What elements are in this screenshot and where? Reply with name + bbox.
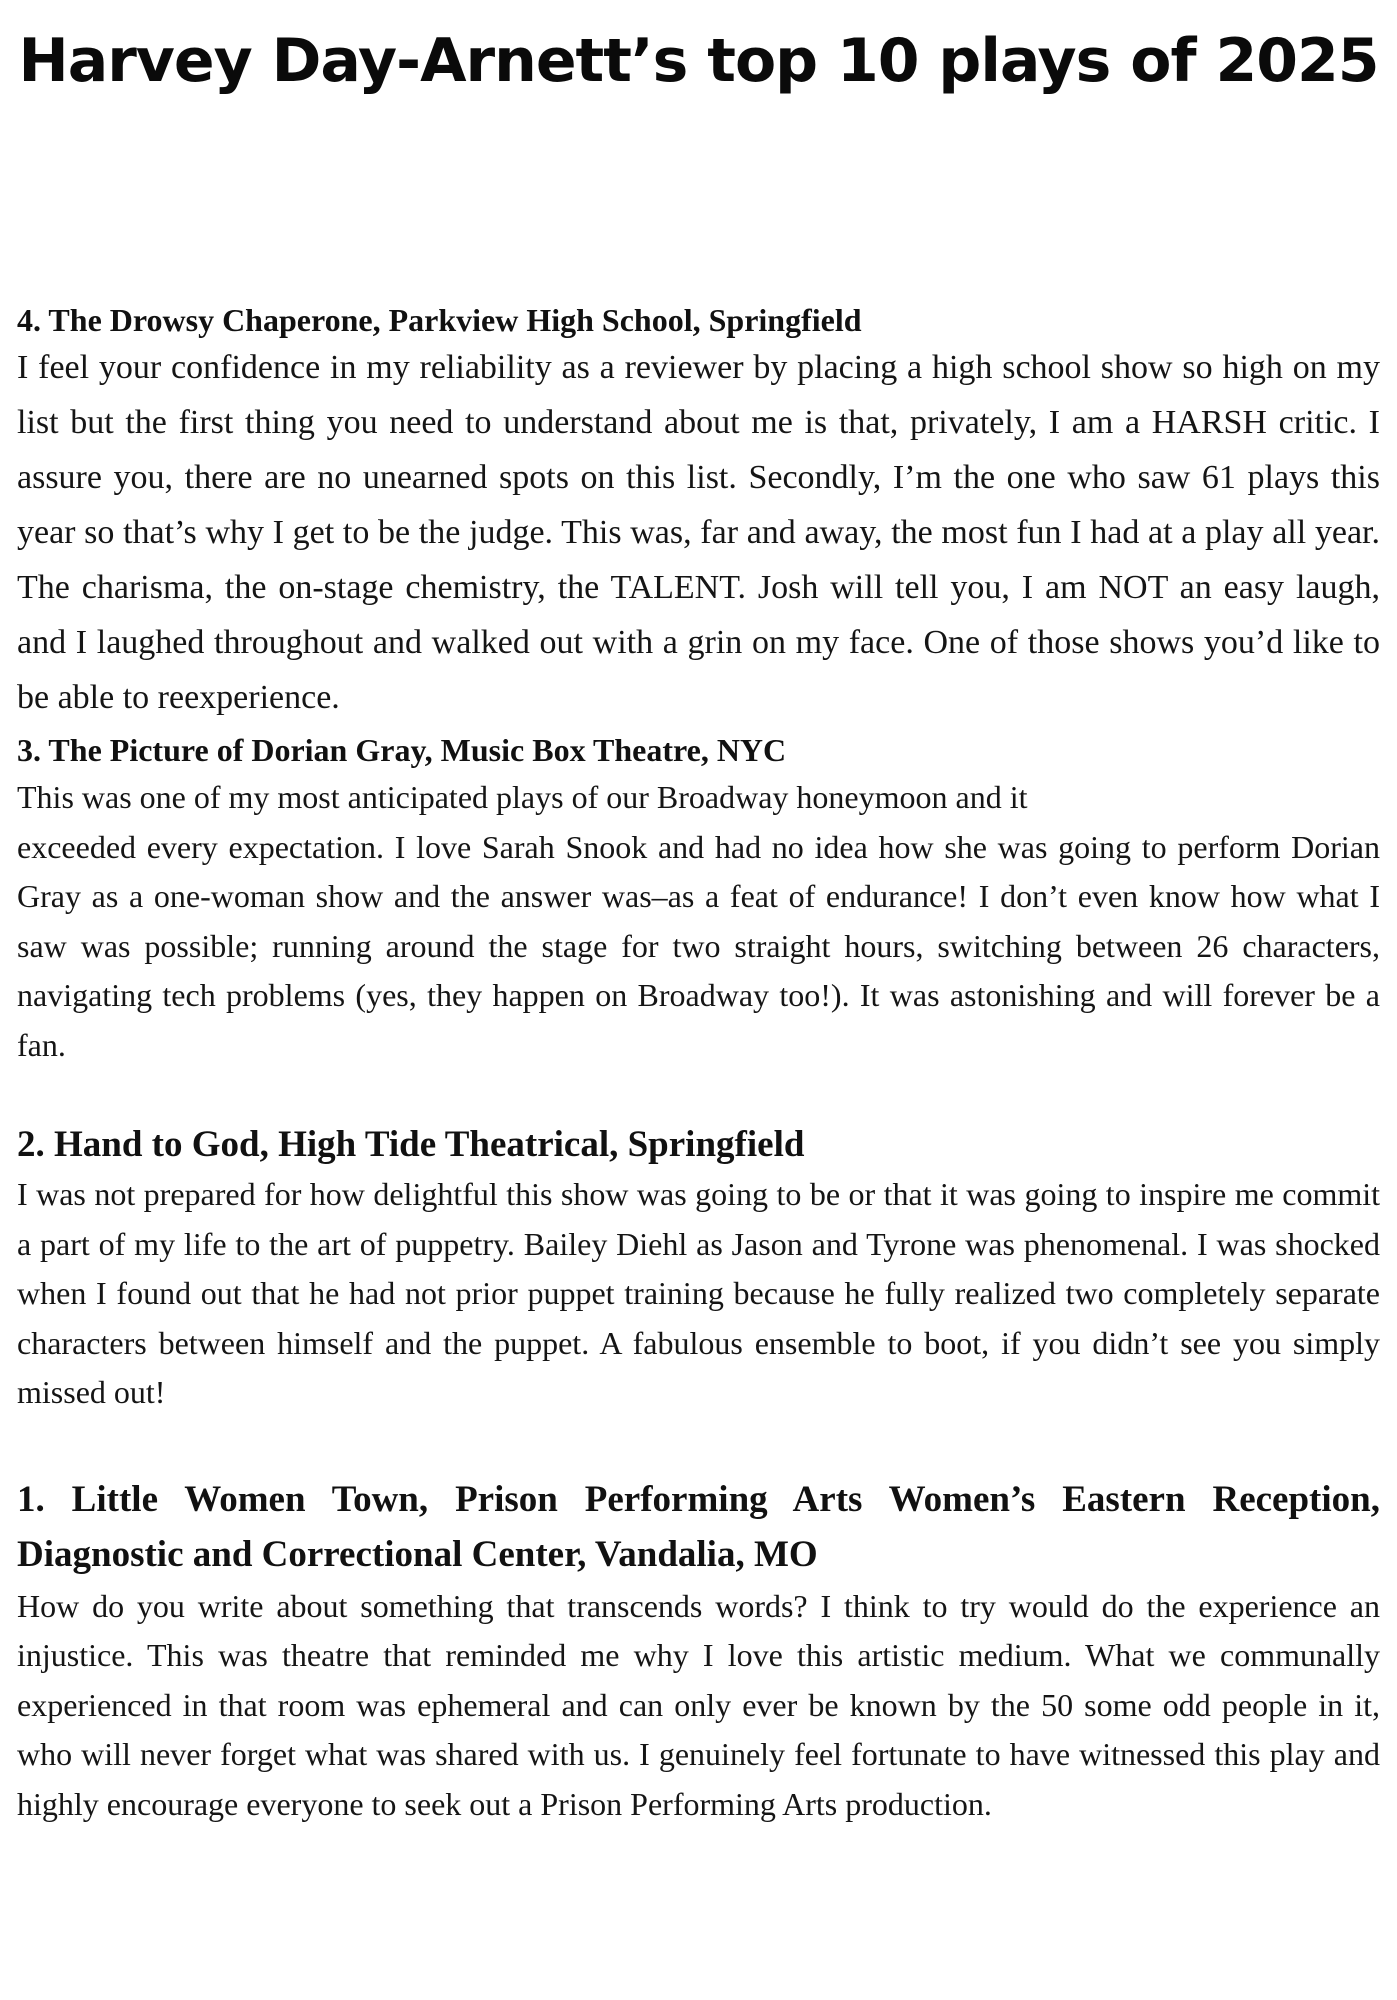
entry-heading: 1. Little Women Town, Prison Performing Arts Women’s Eastern Reception, Diagnostic and Correctional Center, Vandalia, MO bbox=[17, 1478, 1380, 1575]
list-item bbox=[17, 727, 1380, 1070]
entry-body-first-line: This was one of my most anticipated plays of our Broadway honeymoon and it bbox=[17, 779, 1028, 815]
entry-heading: 3. The Picture of Dorian Gray, Music Box Theatre, NYC bbox=[17, 732, 787, 768]
entry-body: I was not prepared for how delightful this show was going to be or that it was going to inspire me commit a part of my life to the art of puppetry. Bailey Diehl as Jason and Tyrone was phenomenal. I was shocked when I found out that he had not prior puppet training because he fully realized two completely separate characters between himself and the puppet. A fabulous ensemble to boot, if you didn’t see you simply missed out! bbox=[17, 1176, 1380, 1410]
list-item bbox=[17, 1120, 1380, 1418]
entry-body: exceeded every expectation. I love Sarah Snook and had no idea how she was going to perform Dorian Gray as a one-woman show and the answer was–as a feat of endurance! I don’t even know how what I saw was possible; running around the stage for two straight hours, switching between 26 characters, navigating tech problems (yes, they happen on Broadway too!). It was astonishing and will forever be a fan. bbox=[17, 828, 1380, 1063]
entry-heading: 2. Hand to God, High Tide Theatrical, Springfield bbox=[17, 1124, 805, 1165]
article-body bbox=[17, 300, 1380, 1829]
entry-heading: 4. The Drowsy Chaperone, Parkview High School, Springfield bbox=[17, 302, 862, 338]
entry-body: I feel your confidence in my reliability as a reviewer by placing a high school show so high on my list but the first thing you need to understand about me is that, privately, I am a HARSH critic. I assure you, there are no unearned spots on this list. Secondly, I’m the one who saw 61 plays this year so that’s why I get to be the judge. This was, far and away, the most fun I had at a play all year. The charisma, the on-stage chemistry, the TALENT. Josh will tell you, I am NOT an easy laugh, and I laughed throughout and walked out with a grin on my face. One of those shows you’d like to be able to reexperience. bbox=[17, 349, 1380, 716]
entry-body: How do you write about something that transcends words? I think to try would do the experience an injustice. This was theatre that reminded me why I love this artistic medium. What we communally experienced in that room was ephemeral and can only ever be known by the 50 some odd people in it, who will never forget what was shared with us. I genuinely feel fortunate to have witnessed this play and highly encourage everyone to seek out a Prison Performing Arts production. bbox=[17, 1587, 1380, 1822]
list-item bbox=[17, 1472, 1380, 1830]
entry-body-container bbox=[17, 773, 1380, 1070]
page-title: Harvey Day-Arnett’s top 10 plays of 2025 bbox=[18, 26, 1379, 96]
list-item bbox=[17, 300, 1380, 725]
